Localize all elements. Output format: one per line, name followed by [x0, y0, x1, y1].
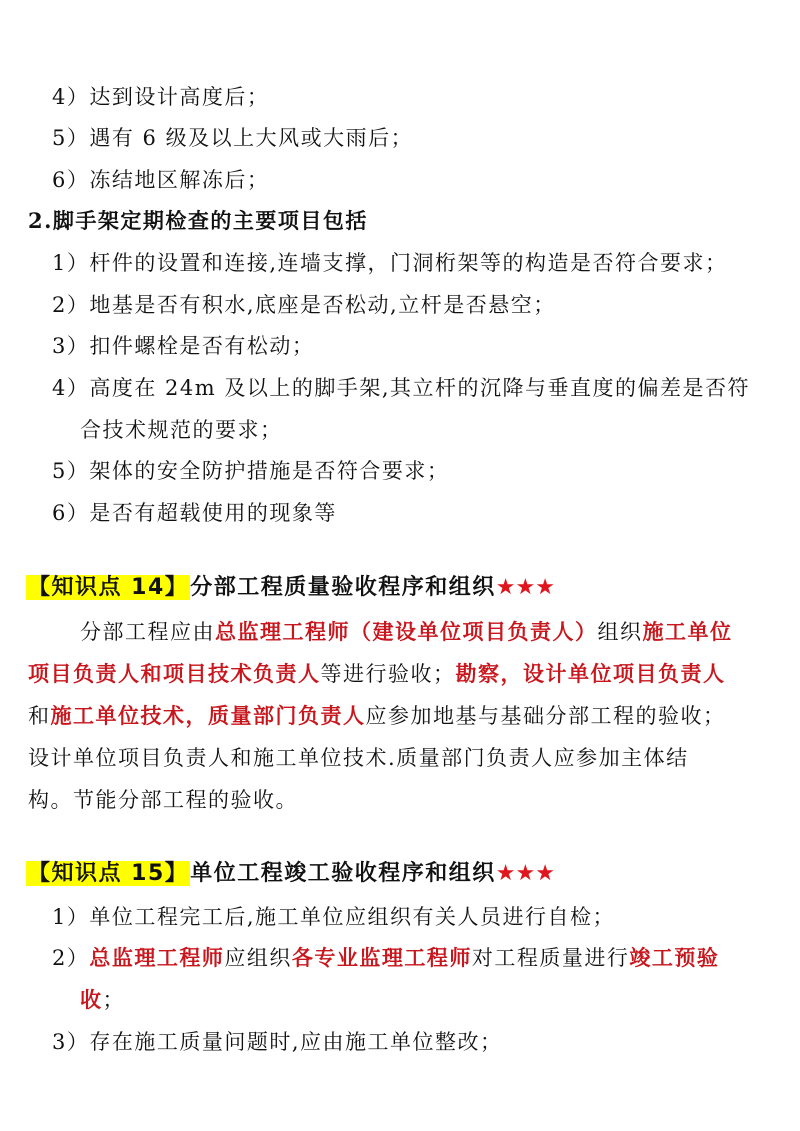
- kp15-item-1: 1）单位工程完工后,施工单位应组织有关人员进行自检；: [52, 905, 616, 929]
- list-item: 6）冻结地区解冻后；: [52, 168, 270, 192]
- text-span: 设计单位项目负责人和施工单位技术.质量部门负责人应参加主体结: [28, 746, 689, 770]
- emphasis-span: 竣工预验: [629, 945, 720, 970]
- text-span: 应组织: [224, 946, 292, 970]
- kp14-line-4: [28, 743, 689, 773]
- emphasis-span: 总监理工程师: [89, 945, 225, 970]
- kp14-title: 分部工程质量验收程序和组织: [190, 574, 496, 600]
- text-span: 等进行验收；: [320, 662, 456, 686]
- kp15-item-2-continuation: [80, 985, 125, 1015]
- kp15-item-2: [52, 943, 719, 973]
- emphasis-span: 勘察，设计单位项目负责人: [455, 661, 726, 686]
- text-span: ；: [102, 988, 125, 1012]
- text-span: 对工程质量进行: [471, 946, 630, 970]
- list-item: 5）遇有 6 级及以上大风或大雨后；: [52, 126, 414, 150]
- emphasis-span: 项目负责人和项目技术负责人: [28, 661, 321, 686]
- kp15-heading: [26, 858, 555, 889]
- emphasis-span: 施工单位: [642, 619, 733, 644]
- text-span: 和: [28, 704, 51, 728]
- list-item: 3）扣件螺栓是否有松动；: [52, 334, 315, 358]
- kp15-item-3: 3）存在施工质量问题时,应由施工单位整改；: [52, 1030, 503, 1054]
- kp14-line-3: [28, 701, 726, 731]
- text-span: 分部工程应由: [80, 620, 215, 644]
- list-item: 2）地基是否有积水,底座是否松动,立杆是否悬空；: [52, 293, 556, 317]
- kp14-heading: [26, 572, 555, 603]
- section-heading: 2.脚手架定期检查的主要项目包括: [28, 208, 368, 233]
- list-item: 4）达到设计高度后；: [52, 85, 270, 109]
- list-item: 4）高度在 24m 及以上的脚手架,其立杆的沉降与垂直度的偏差是否符: [52, 376, 751, 400]
- kp14-stars: ★★★: [495, 575, 555, 600]
- text-span: 2）: [52, 946, 90, 970]
- emphasis-span: 施工单位技术，质量部门负责人: [50, 703, 366, 728]
- kp14-line-5: [28, 785, 298, 815]
- kp14-label: 【知识点 14】: [28, 575, 189, 600]
- list-item-continuation: 合技术规范的要求；: [80, 418, 283, 442]
- emphasis-span: 收: [80, 987, 103, 1012]
- kp14-line-1: [80, 617, 733, 647]
- kp15-stars: ★★★: [495, 861, 555, 886]
- kp14-line-2: [28, 659, 726, 689]
- kp15-title: 单位工程竣工验收程序和组织: [190, 860, 496, 886]
- text-span: 构。节能分部工程的验收。: [28, 788, 298, 812]
- emphasis-span: 总监理工程师（建设单位项目负责人）: [215, 619, 598, 644]
- text-span: 组织: [597, 620, 643, 644]
- text-span: 应参加地基与基础分部工程的验收；: [365, 704, 726, 728]
- list-item: 6）是否有超载使用的现象等: [52, 501, 337, 525]
- kp15-label: 【知识点 15】: [28, 861, 189, 886]
- list-item: 1）杆件的设置和连接,连墙支撑，门洞桁架等的构造是否符合要求；: [52, 251, 728, 275]
- list-item: 5）架体的安全防护措施是否符合要求；: [52, 459, 450, 483]
- emphasis-span: 各专业监理工程师: [291, 945, 472, 970]
